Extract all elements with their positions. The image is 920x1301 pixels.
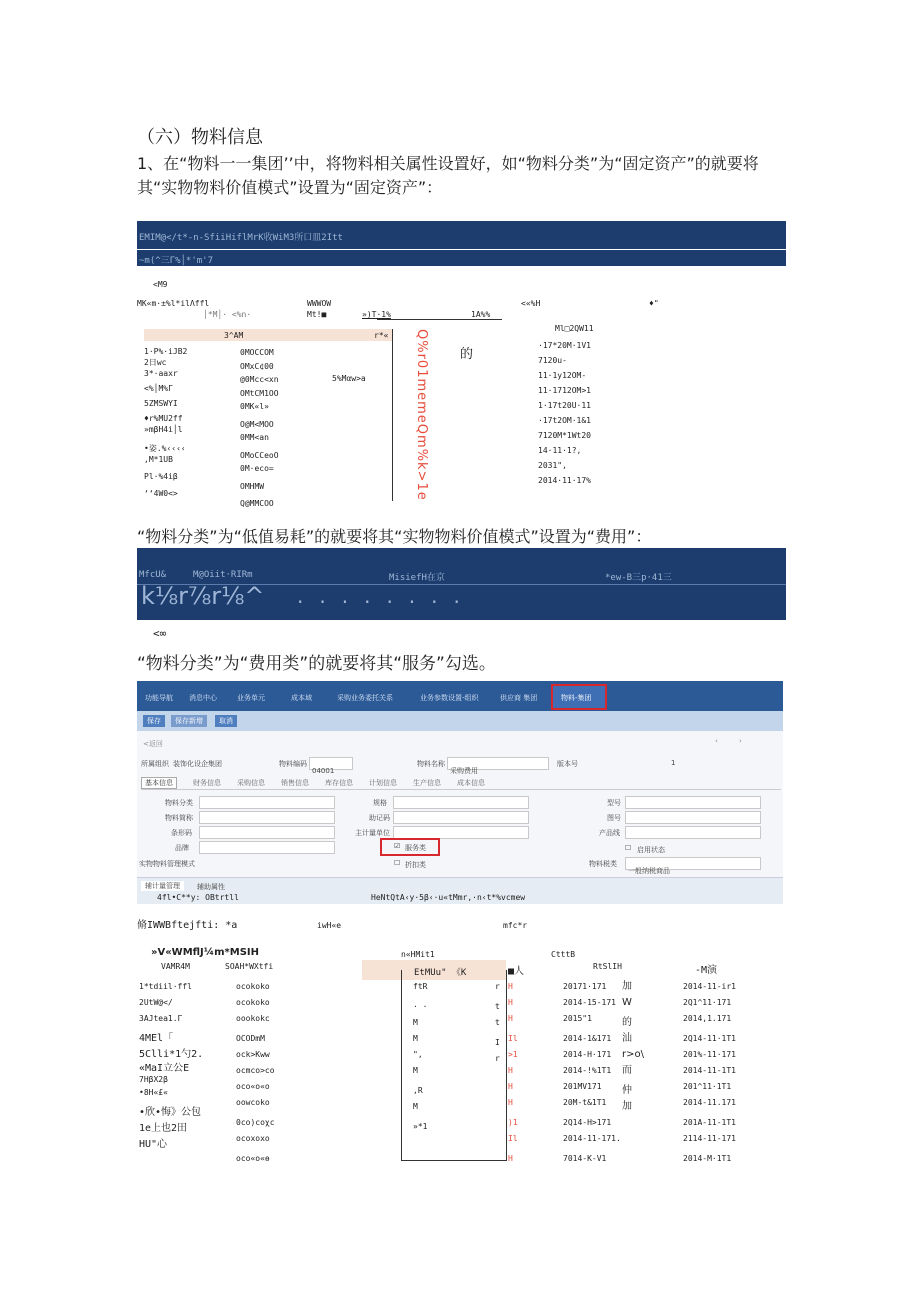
discount-label: 折扣类 [405,861,426,869]
cell: 3*·aaxr [144,369,178,378]
cell: Il [508,1034,518,1043]
header-sub: │*M│· <%n· [203,310,252,319]
cell: OMxC¢00 [240,361,274,371]
cell: H [508,1098,513,1107]
tab[interactable]: 成本信息 [457,779,485,787]
head-a: »V«WMflJ¼m*MSIH [151,947,260,958]
cell: 2014·11·17% [538,476,591,485]
cell: H [508,998,513,1007]
cell: ‘‘4W0<> [144,489,178,498]
nav-item[interactable]: 供应商 集团 [500,694,538,702]
cell: 3AJtea1.Γ [139,1014,183,1023]
screenshot-4 [137,912,777,1162]
field-label: 主计量单位 [355,829,390,837]
right-head: Ml□2QW11 [555,324,594,333]
nav-item[interactable]: 功能导航 [145,694,173,702]
tab[interactable]: 库存信息 [325,779,353,787]
field-label: 物料税类 [589,860,617,868]
dot: · [408,590,416,614]
cell: 2014-1&171 [563,1034,612,1043]
field-label: 物料简称 [165,814,193,822]
cell: >1 [508,1050,518,1059]
cell: 2014-M·1T1 [683,1154,732,1163]
nav-item[interactable]: 消息中心 [189,694,217,702]
dot: · [453,590,460,614]
bottom-tabs [137,877,783,904]
cell: 7120u- [538,356,567,365]
nav-item[interactable]: 采购业务委托关系 [337,694,393,702]
header-mid2: Mt!■ [307,310,327,319]
field-label: 产品线 [599,829,620,837]
code-label: 物料编码 [279,760,307,768]
head-b: SOAH*WXtfi [225,962,274,971]
cell: 5Clli*1勺2. [139,1049,204,1060]
cell: r [495,982,500,991]
cell: I [495,1038,500,1047]
version-label: 版本号 [557,760,578,768]
cell: 20171·171 [563,982,607,991]
drawing-field[interactable] [625,811,761,824]
code-value: 04001 [312,767,335,775]
cell: ♦r%MU2ff [144,414,183,423]
cell: 201%-11·171 [683,1050,736,1059]
cell: O@M<MOO [240,419,274,429]
cell: 2Q14-H>171 [563,1118,612,1127]
cell: M [413,1066,418,1075]
right-col [538,338,591,488]
cell: •欣•悔》公包 [139,1107,202,1118]
cell: · · [413,1002,428,1011]
tab[interactable]: 销售信息 [281,779,309,787]
cell: 11·1712OM>1 [538,386,591,395]
cell: 2UtW@</ [139,998,173,1007]
cell: ftR [413,982,428,991]
cell: M [413,1034,418,1043]
head-d: CtttB [551,950,576,959]
cell: 2014-11-1T1 [683,1066,736,1075]
col3r-list [495,979,500,1071]
top-mid: iwH«e [317,921,342,930]
paragraph-1: 1、在“物料一一集团’’中，将物料相关属性设置好，如“物料分类”为“固定资产”的就要将其“实物物料价值模式”设置为“固定资产”： [137,154,759,197]
cancel-button[interactable]: 取消 [215,715,237,727]
org-label: 所属组织 [141,760,169,768]
cell: OCODmM [236,1034,265,1043]
cell: @0Mcc<xn [240,375,279,384]
cell: 201A-11-1T1 [683,1118,736,1127]
dot: · [364,590,371,614]
cell: 2031", [538,461,567,470]
col4-list [508,979,518,1167]
cell: 2014,1.171 [683,1014,732,1023]
cell: t [495,1018,500,1027]
cell: M [413,1018,418,1027]
bar-item: MfcU& [139,570,167,580]
save-button[interactable]: 保存 [143,715,165,727]
cell: 0M·eco= [240,464,274,473]
field-label: 规格 [373,799,387,807]
cell: 2Q1^11·171 [683,998,732,1007]
note-a: <M9 [153,280,168,289]
field-label: 品牌 [175,844,189,852]
cell: H [508,1066,513,1075]
pager [709,737,779,748]
cell: 201MV171 [563,1082,602,1091]
nav-item[interactable]: 业务参数设置-组织 [420,694,479,702]
sub-bar-text: ~m(^三Γ%│*'m'7 [139,256,214,266]
cell: oco«o«ө [236,1154,270,1163]
tab[interactable]: 基本信息 [141,777,177,789]
toolbar [137,711,783,731]
shade-text: EtMUu" 《K [414,968,467,978]
cell: 0MK«l» [240,402,269,411]
title-bar [137,221,786,249]
nav-item[interactable]: 业务单元 [237,694,265,702]
discount-checkbox[interactable]: ☐ [394,859,401,867]
product-line-field[interactable] [625,826,761,839]
tax-field[interactable] [625,857,761,875]
spec-field[interactable] [393,796,529,809]
model-field[interactable] [625,796,761,809]
cell: ,R [413,1086,423,1095]
cell: 2015"1 [563,1014,592,1023]
cell: 1·17t20U·11 [538,401,591,410]
cell: 加 [622,1101,632,1112]
name-value: 采购费用 [450,767,478,775]
cell: •姿.%‹‹‹‹ [144,444,186,453]
cell: ·17t2OM·1&1 [538,416,591,425]
field-label: 物料分类 [165,799,193,807]
field-label: 型号 [607,799,621,807]
cell: 0MM<an [240,433,269,442]
section-title: （六）物料信息 [137,127,263,148]
head-e: RtSlIH [593,962,622,971]
col7-list [683,979,736,1167]
cell: «MaI立公E [139,1063,190,1074]
field-label: 条形码 [171,829,192,837]
cell: )1 [508,1118,518,1127]
cell: r>o\ [622,1049,644,1060]
cell: 1e上也2田 [139,1123,188,1134]
screenshot-3 [137,681,783,903]
col3-list [413,979,427,1135]
cell: 7120M*1Wt20 [538,431,591,440]
de-char: 的 [460,347,474,362]
cell: ,M*1UB [144,455,173,464]
cell: M [413,1102,418,1111]
big-glyph-text: k⅛r⅞r⅛^ [141,582,265,610]
name-field[interactable] [447,757,549,775]
short-name-field[interactable] [199,811,335,824]
code-field[interactable] [309,757,353,775]
tab-row [141,777,781,790]
header-left: MK«m·±%l*ilΛffl [137,299,210,308]
cell: 2014-11-171. [563,1134,621,1143]
cell: 5ZMSWYI [144,399,178,408]
cell: ocokoko [236,982,270,991]
cell: 仲 [622,1085,632,1096]
cell: 2日wc [144,358,167,367]
paragraph-3: “物料分类”为“费用类”的就要将其“服务”勾选。 [137,654,496,674]
cell: 2114-11-171 [683,1134,736,1143]
cell: ocmco>co [236,1066,275,1075]
dot: · [319,590,326,614]
cell: 而 [622,1065,632,1076]
cell: HU"心 [139,1139,168,1150]
bar-item: M@Oiit·RIRm [193,570,253,580]
enabled-label: 启用状态 [637,846,665,854]
tab[interactable]: 辅助属性 [197,883,225,891]
chevron-left-icon[interactable]: ‹ [715,737,718,745]
sub-bar [137,250,786,266]
mid-text: 5%Mαw>a [332,374,366,383]
cell: ock>Kww [236,1050,270,1059]
cell: 11·1y12OM- [538,371,587,380]
org-value: 装饰化设企集团 [173,760,222,768]
square-ren: ■人 [508,966,525,977]
header-underline [377,319,502,320]
header-r3: <«%H [521,299,541,308]
note-after: <∞ [153,627,167,640]
cell: 2014-11.171 [683,1098,736,1107]
cell: oco«o«o [236,1082,270,1091]
cell: 0co)coχc [236,1118,275,1127]
cell: 2014-15-171 [563,998,616,1007]
cell: •8H«£« [139,1088,168,1097]
cell: 汕 [622,1033,632,1044]
dot: · [297,590,304,614]
paragraph-2: “物料分类”为“低值易耗”的就要将其“实物物料价值模式”设置为“费用”： [137,527,652,546]
cell: 0MOCCOM [240,348,274,357]
version-value: 1 [671,759,676,767]
header-r4: ♦" [649,299,659,308]
category-field[interactable] [199,796,335,809]
tab[interactable]: 计划信息 [369,779,397,787]
chevron-right-icon[interactable]: › [739,737,742,745]
dots-row [297,590,476,614]
tab[interactable]: 财务信息 [193,779,221,787]
cell: OMtCM1OO [240,388,279,398]
bottom-col: 4fl•C**y: OBtrtll [157,893,239,902]
save-new-button[interactable]: 保存新增 [171,715,207,727]
tab[interactable]: 生产信息 [413,779,441,787]
cell: 2Q14-11·1T1 [683,1034,736,1043]
cell: ", [413,1050,423,1059]
field-label: 图号 [607,814,621,822]
cell: 14·11·1?, [538,446,582,455]
shade-left: 3^AM [224,331,244,340]
enabled-checkbox[interactable]: ☐ [625,844,632,852]
head-c: n«HMit1 [401,950,435,959]
cell: 7014-K-V1 [563,1154,607,1163]
cell: »mβH4i│l [144,425,183,434]
cell: ·17*20M·1V1 [538,341,591,350]
barcode-field[interactable] [199,826,335,839]
col5-list [563,979,621,1167]
cell: OMoCCeoO [240,450,279,460]
col2-list [240,346,279,511]
tab[interactable]: 辅计量管理 [141,881,184,891]
header-r1: »)T·1% [362,310,391,319]
name-label: 物料名称 [417,760,445,768]
top-nav [137,681,783,711]
cell: W [622,997,632,1008]
head-a2: VAMR4M [161,962,190,971]
cell: ocoxoxo [236,1134,270,1143]
service-label: 服务类 [405,844,426,852]
title-bar-text: EMIM@</t*-n-SfiiHiflMrK收WiM3所口皿2Itt [139,233,343,243]
dot: · [386,590,393,614]
screenshot-2 [137,548,786,620]
cell: oowcoko [236,1098,270,1107]
col2-list [236,979,275,1167]
cell: 20M-t&1T1 [563,1098,607,1107]
back-link[interactable]: <返回 [143,740,163,748]
vertical-red-text: Q%r01memeQm%k>1e [414,329,429,501]
cell: 1·P%·iJB2 [144,347,188,356]
divider-line [392,329,393,501]
top-right: mfc*r [503,921,528,930]
active-nav-highlight[interactable] [551,684,607,710]
tax-value: 一般纳税商品 [628,867,670,875]
nav-item[interactable]: 成本域 [291,694,312,702]
cell: ocokoko [236,998,270,1007]
cell: H [508,1014,513,1023]
col1-list [139,979,203,1153]
cell: OMHMW [240,481,265,491]
cell: 的 [622,1017,632,1028]
cell: 加 [622,981,632,992]
field-label: 助记码 [369,814,390,822]
cell: »*1 [413,1122,428,1131]
cell: oookokc [236,1014,270,1023]
col1-list [144,346,187,499]
cell: 4MEl「 [139,1033,174,1044]
shade-right: r*« [374,331,389,340]
nav-item-active: 物料-集团 [561,694,592,702]
cell: r [495,1054,500,1063]
tab[interactable]: 采购信息 [237,779,265,787]
shaded-header [144,329,392,341]
cell: H [508,982,513,991]
head-f: -M演 [695,965,718,976]
cell: 2014-H·171 [563,1050,612,1059]
cell: <%│M%Γ [144,384,173,393]
cell: 2014-!%1T1 [563,1066,612,1075]
service-checkbox[interactable]: ☑ [394,842,401,850]
brand-field[interactable] [199,841,335,854]
cell: 7HβX2β [139,1075,168,1084]
cell: Q@MMCOO [240,499,274,508]
header-mid: WWWOW [307,299,332,308]
header-r2: 1A%% [471,310,491,319]
bar-item: MisiefH在京 [389,573,445,583]
cell: H [508,1082,513,1091]
dot: · [341,590,349,614]
cell: H [508,1154,513,1163]
dot: · [431,590,438,614]
cell: 1*tdiil·ffl [139,982,192,991]
cell: t [495,1002,500,1011]
field-label: 实物物料管理模式 [139,860,195,868]
cell: Pl·%4iβ [144,472,178,481]
screenshot-1 [137,221,786,508]
cell: 2014-11-ir1 [683,982,736,991]
top-left: 脩IWWBftejfti: *a [137,920,238,931]
bottom-col: HeNtQtA‹y·5β‹·u«tMmr,·n‹t*%vcmew [371,893,526,902]
cell: Il [508,1134,518,1143]
bar-item: *ew-B三p·41三 [605,573,672,583]
cell: 201^11·1T1 [683,1082,732,1091]
mnemonic-field[interactable] [393,811,529,824]
col6-list [622,979,644,1119]
